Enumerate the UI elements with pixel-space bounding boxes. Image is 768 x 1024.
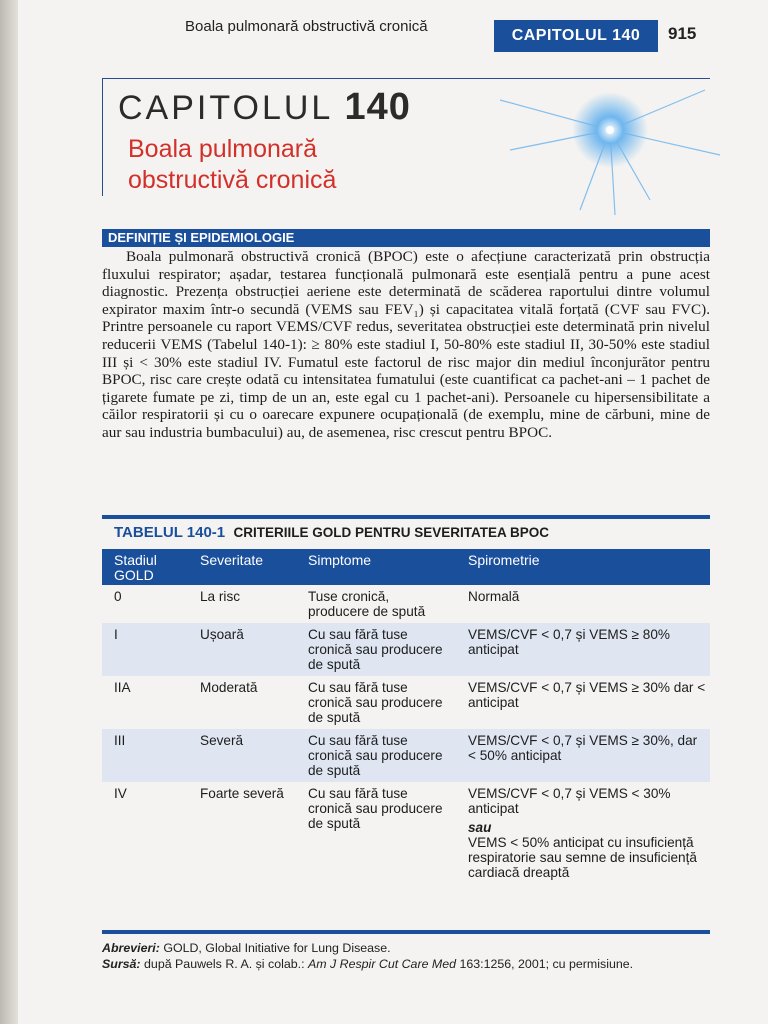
cell-spirometry: VEMS/CVF < 0,7 și VEMS ≥ 30% dar < anticipat: [468, 680, 706, 710]
table-row: [102, 623, 710, 676]
cell-spirometry: Normală: [468, 589, 520, 604]
table-caption-number: TABELUL 140-1: [114, 524, 226, 541]
header-severity: Severitate: [188, 549, 296, 585]
starburst-decoration: [490, 70, 730, 220]
cell-severity: Moderată: [200, 680, 258, 695]
table-row: [102, 676, 710, 729]
spirometry-or: sau: [468, 820, 492, 835]
table-top-rule: [102, 515, 710, 519]
cell-stage: III: [102, 729, 188, 782]
table-row: [102, 782, 710, 884]
source-label: Sursă:: [102, 957, 141, 971]
section-paragraph: Boala pulmonară obstructivă cronică (BPOC) este o afecțiune caracterizată prin obstrucția fluxului respirator; așadar, testarea funcțională pulmonară este esențială pentru a pune acest diagnostic. Prezența obstrucției aeriene este determinată de scăderea raportului dintre volumul expirator maxim într-o secundă (VEMS sau FEV₁) și capacitatea vitală forțată (CVF sau FVC). Printre persoanele cu raport VEMS/CVF redus, severitatea obstrucției este determinată prin nivelul reducerii VEMS (Tabelul 140-1): ≥ 80% este stadiul I, 50-80% este stadiul II, 30-50% este stadiul III și < 30% este stadiul IV. Fumatul este factorul de risc major din mediul înconjurător pentru BPOC, risc care crește odată cu intensitatea fumatului (este cuantificat ca pachet-ani – 1 pachet de țigarete fumate pe zi, timp de un an, este egal cu 1 pachet-ani). Persoanele cu hipersensibilitate a căilor respiratorii și cu o oarecare expunere ocupațională (de exemplu, mine de cărbuni, mine de aur sau industria bumbacului) au, de asemenea, risc crescut pentru BPOC.: [102, 248, 710, 441]
cell-stage: I: [102, 623, 188, 676]
gold-severity-table: [102, 549, 710, 884]
chapter-label-number: 140: [344, 86, 411, 128]
table-row: [102, 585, 710, 623]
cell-spirometry: [456, 782, 710, 884]
chapter-title: [128, 134, 336, 196]
cell-symptoms: Cu sau fără tuse cronică sau producere de spută: [296, 623, 456, 676]
header-stage: Stadiul GOLD: [102, 549, 188, 585]
cell-symptoms: Cu sau fără tuse cronică sau producere de spută: [308, 680, 443, 725]
cell-severity: Severă: [188, 729, 296, 782]
header-symptoms: Simptome: [296, 549, 456, 585]
page-number: 915: [668, 24, 697, 43]
table-notes: [102, 940, 633, 972]
cell-spirometry: VEMS/CVF < 0,7 și VEMS ≥ 80% anticipat: [456, 623, 710, 676]
cell-spirometry: VEMS/CVF < 0,7 și VEMS ≥ 30%, dar < 50% anticipat: [456, 729, 710, 782]
source-note: [102, 956, 633, 972]
cell-stage: IV: [114, 786, 127, 801]
cell-stage: IIA: [114, 680, 131, 695]
running-title: Boala pulmonară obstructivă cronică: [185, 18, 428, 35]
table-row: [102, 729, 710, 782]
spirometry-primary: VEMS/CVF < 0,7 și VEMS < 30% anticipat: [468, 786, 671, 816]
source-post: 163:1256, 2001; cu permisiune.: [459, 957, 634, 971]
source-journal: Am J Respir Cut Care Med: [307, 957, 457, 971]
table-caption: [114, 524, 549, 541]
chapter-title-line1: Boala pulmonară: [128, 135, 318, 163]
cell-symptoms: Cu sau fără tuse cronică sau producere de spută: [308, 786, 443, 831]
source-pre: după Pauwels R. A. și colab.:: [144, 957, 305, 971]
cell-symptoms: Cu sau fără tuse cronică sau producere de spută: [296, 729, 456, 782]
table-header-row: [102, 549, 710, 585]
abbreviations-text: GOLD, Global Initiative for Lung Disease.: [163, 941, 391, 955]
title-frame-bar: [102, 78, 103, 196]
cell-severity: Ușoară: [188, 623, 296, 676]
book-spine: [0, 0, 18, 1024]
table-bottom-rule: [102, 930, 710, 934]
table-caption-text: CRITERIILE GOLD PENTRU SEVERITATEA BPOC: [233, 525, 550, 540]
abbreviations-note: [102, 940, 633, 956]
spirometry-alternative: VEMS < 50% anticipat cu insuficiență respiratorie sau semne de insuficiență cardiacă dreaptă: [468, 835, 697, 880]
cell-stage: 0: [114, 589, 122, 604]
section-heading: DEFINIȚIE ȘI EPIDEMIOLOGIE: [102, 229, 710, 247]
chapter-title-line2: obstructivă cronică: [128, 166, 337, 194]
chapter-label: [118, 86, 411, 129]
chapter-tab: CAPITOLUL 140: [494, 20, 658, 52]
cell-symptoms: Tuse cronică, producere de spută: [308, 589, 426, 619]
cell-severity: Foarte severă: [200, 786, 284, 801]
header-spirometry: Spirometrie: [456, 549, 710, 585]
chapter-label-word: CAPITOLUL: [118, 89, 333, 127]
cell-severity: La risc: [200, 589, 241, 604]
abbreviations-label: Abrevieri:: [102, 941, 160, 955]
